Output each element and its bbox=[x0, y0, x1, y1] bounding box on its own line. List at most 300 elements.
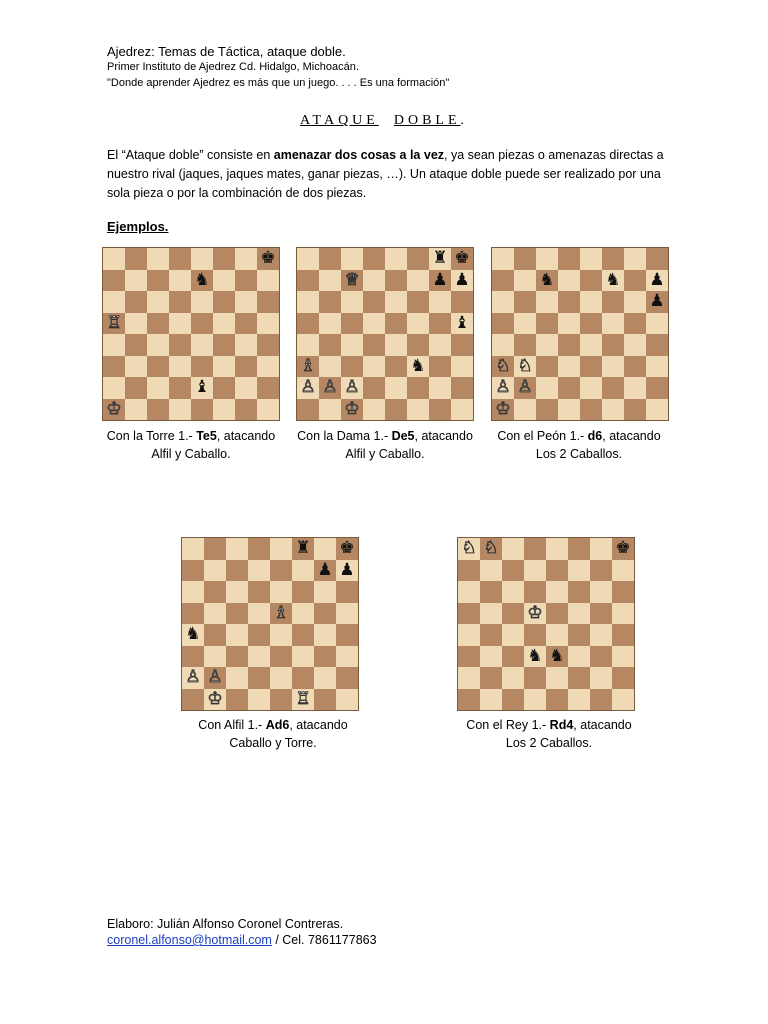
black-knight-icon: ♞ bbox=[527, 645, 543, 666]
chess-board-5 bbox=[457, 537, 635, 711]
white-pawn-icon: ♙ bbox=[207, 667, 223, 688]
black-king-icon: ♚ bbox=[454, 248, 470, 269]
board-square bbox=[536, 270, 558, 292]
board-square bbox=[514, 270, 536, 292]
board-square bbox=[546, 646, 568, 668]
board-square bbox=[536, 399, 558, 421]
board-square bbox=[103, 334, 125, 356]
board-square bbox=[363, 399, 385, 421]
board-square bbox=[363, 291, 385, 313]
board-square bbox=[292, 603, 314, 625]
black-knight-icon: ♞ bbox=[549, 645, 565, 666]
board-square bbox=[580, 313, 602, 335]
board-square bbox=[182, 624, 204, 646]
board-square bbox=[363, 313, 385, 335]
white-knight-icon: ♘ bbox=[495, 355, 511, 376]
board-square bbox=[204, 667, 226, 689]
black-king-icon: ♚ bbox=[260, 248, 276, 269]
board-square bbox=[646, 377, 668, 399]
board-square bbox=[297, 356, 319, 378]
board-square bbox=[297, 377, 319, 399]
board-square bbox=[407, 313, 429, 335]
white-rook-icon: ♖ bbox=[106, 312, 122, 333]
board-square bbox=[580, 334, 602, 356]
board-caption-2 bbox=[275, 427, 495, 463]
black-pawn-icon: ♟ bbox=[432, 269, 448, 290]
board-square bbox=[502, 646, 524, 668]
board-square bbox=[235, 377, 257, 399]
board-square bbox=[407, 377, 429, 399]
board-square bbox=[248, 646, 270, 668]
board-square bbox=[590, 603, 612, 625]
board-square bbox=[169, 399, 191, 421]
board-square bbox=[536, 291, 558, 313]
board-square bbox=[213, 313, 235, 335]
board-square bbox=[182, 603, 204, 625]
chess-board-4 bbox=[181, 537, 359, 711]
board-square bbox=[602, 313, 624, 335]
board-square bbox=[363, 356, 385, 378]
board-square bbox=[480, 667, 502, 689]
board-square bbox=[429, 334, 451, 356]
caption-line-2: Alfil y Caballo. bbox=[345, 447, 425, 461]
board-square bbox=[590, 646, 612, 668]
title-dot: . bbox=[460, 113, 469, 128]
intro-bold: amenazar dos cosas a la vez bbox=[273, 148, 445, 162]
board-square bbox=[147, 270, 169, 292]
board-square bbox=[451, 291, 473, 313]
board-square bbox=[514, 399, 536, 421]
board-square bbox=[524, 560, 546, 582]
intro-paragraph bbox=[107, 146, 667, 203]
board-square bbox=[204, 581, 226, 603]
board-square bbox=[546, 538, 568, 560]
board-square bbox=[297, 291, 319, 313]
board-square bbox=[407, 291, 429, 313]
board-square bbox=[458, 538, 480, 560]
board-square bbox=[429, 248, 451, 270]
board-square bbox=[429, 291, 451, 313]
board-square bbox=[204, 538, 226, 560]
board-square bbox=[235, 291, 257, 313]
board-square bbox=[182, 560, 204, 582]
board-square bbox=[502, 581, 524, 603]
board-square bbox=[147, 334, 169, 356]
board-square bbox=[524, 624, 546, 646]
board-square bbox=[646, 399, 668, 421]
white-pawn-icon: ♙ bbox=[344, 377, 360, 398]
board-square bbox=[319, 377, 341, 399]
board-square bbox=[191, 291, 213, 313]
board-square bbox=[558, 248, 580, 270]
board-square bbox=[612, 624, 634, 646]
board-square bbox=[492, 399, 514, 421]
white-pawn-icon: ♙ bbox=[185, 667, 201, 688]
black-pawn-icon: ♟ bbox=[454, 269, 470, 290]
board-square bbox=[502, 560, 524, 582]
board-square bbox=[492, 248, 514, 270]
board-square bbox=[458, 624, 480, 646]
board-square bbox=[514, 377, 536, 399]
board-square bbox=[257, 248, 279, 270]
board-square bbox=[147, 377, 169, 399]
board-square bbox=[546, 667, 568, 689]
board-square bbox=[297, 313, 319, 335]
board-square bbox=[524, 603, 546, 625]
board-square bbox=[612, 603, 634, 625]
board-square bbox=[502, 624, 524, 646]
board-caption-4 bbox=[163, 716, 383, 752]
board-square bbox=[169, 313, 191, 335]
board-square bbox=[191, 356, 213, 378]
board-square bbox=[257, 291, 279, 313]
caption-line-1 bbox=[469, 427, 689, 445]
board-square bbox=[191, 334, 213, 356]
board-square bbox=[646, 334, 668, 356]
page-title bbox=[0, 113, 768, 129]
board-square bbox=[363, 334, 385, 356]
board-square bbox=[458, 603, 480, 625]
white-king-icon: ♔ bbox=[495, 398, 511, 419]
board-square bbox=[646, 291, 668, 313]
board-square bbox=[407, 270, 429, 292]
board-square bbox=[257, 377, 279, 399]
footer-phone: / Cel. 7861177863 bbox=[271, 933, 377, 947]
board-square bbox=[451, 356, 473, 378]
board-square bbox=[624, 399, 646, 421]
board-square bbox=[270, 646, 292, 668]
footer-author: Elaboro: Julián Alfonso Coronel Contreras. bbox=[107, 917, 344, 931]
board-square bbox=[147, 291, 169, 313]
caption-line-1 bbox=[439, 716, 659, 734]
caption-text: , atacando bbox=[602, 429, 661, 443]
board-square bbox=[624, 248, 646, 270]
board-square bbox=[235, 270, 257, 292]
board-square bbox=[270, 581, 292, 603]
white-king-icon: ♔ bbox=[207, 688, 223, 709]
board-square bbox=[191, 270, 213, 292]
board-square bbox=[314, 603, 336, 625]
board-square bbox=[385, 377, 407, 399]
board-square bbox=[558, 356, 580, 378]
board-square bbox=[169, 356, 191, 378]
board-square bbox=[248, 538, 270, 560]
white-knight-icon: ♘ bbox=[483, 538, 499, 559]
board-square bbox=[226, 560, 248, 582]
board-square bbox=[191, 377, 213, 399]
board-square bbox=[103, 399, 125, 421]
board-square bbox=[646, 270, 668, 292]
board-square bbox=[147, 356, 169, 378]
board-square bbox=[248, 689, 270, 711]
board-square bbox=[514, 291, 536, 313]
white-king-icon: ♔ bbox=[106, 398, 122, 419]
board-square bbox=[103, 356, 125, 378]
black-knight-icon: ♞ bbox=[539, 269, 555, 290]
board-square bbox=[204, 560, 226, 582]
board-square bbox=[602, 270, 624, 292]
board-square bbox=[182, 646, 204, 668]
board-square bbox=[292, 624, 314, 646]
board-square bbox=[492, 334, 514, 356]
caption-move: Te5 bbox=[196, 429, 217, 443]
board-square bbox=[451, 313, 473, 335]
board-square bbox=[514, 248, 536, 270]
board-square bbox=[297, 399, 319, 421]
board-square bbox=[226, 667, 248, 689]
board-square bbox=[213, 399, 235, 421]
black-knight-icon: ♞ bbox=[185, 624, 201, 645]
board-square bbox=[314, 560, 336, 582]
black-pawn-icon: ♟ bbox=[339, 559, 355, 580]
board-square bbox=[125, 334, 147, 356]
board-square bbox=[336, 581, 358, 603]
board-square bbox=[612, 646, 634, 668]
board-square bbox=[590, 581, 612, 603]
board-square bbox=[248, 560, 270, 582]
board-square bbox=[492, 377, 514, 399]
board-square bbox=[451, 334, 473, 356]
board-square bbox=[319, 356, 341, 378]
board-square bbox=[612, 667, 634, 689]
black-king-icon: ♚ bbox=[615, 538, 631, 559]
board-square bbox=[103, 291, 125, 313]
caption-line-1 bbox=[163, 716, 383, 734]
board-square bbox=[169, 334, 191, 356]
board-square bbox=[480, 560, 502, 582]
board-square bbox=[125, 399, 147, 421]
black-pawn-icon: ♟ bbox=[649, 291, 665, 312]
board-square bbox=[213, 248, 235, 270]
board-square bbox=[458, 689, 480, 711]
board-square bbox=[602, 399, 624, 421]
board-square bbox=[125, 377, 147, 399]
board-square bbox=[385, 334, 407, 356]
board-square bbox=[429, 313, 451, 335]
board-square bbox=[314, 581, 336, 603]
board-square bbox=[103, 377, 125, 399]
white-knight-icon: ♘ bbox=[461, 538, 477, 559]
board-square bbox=[580, 377, 602, 399]
board-square bbox=[407, 356, 429, 378]
board-square bbox=[213, 334, 235, 356]
board-square bbox=[480, 689, 502, 711]
black-rook-icon: ♜ bbox=[295, 538, 311, 559]
board-square bbox=[590, 538, 612, 560]
board-square bbox=[480, 603, 502, 625]
board-square bbox=[257, 334, 279, 356]
board-square bbox=[536, 248, 558, 270]
board-square bbox=[341, 313, 363, 335]
title-word-2: DOBLE bbox=[393, 113, 461, 128]
board-square bbox=[580, 270, 602, 292]
board-square bbox=[524, 646, 546, 668]
white-pawn-icon: ♙ bbox=[300, 377, 316, 398]
board-square bbox=[385, 399, 407, 421]
board-square bbox=[407, 334, 429, 356]
board-square bbox=[385, 248, 407, 270]
board-square bbox=[182, 538, 204, 560]
board-square bbox=[612, 689, 634, 711]
board-square bbox=[204, 603, 226, 625]
board-caption-1 bbox=[81, 427, 301, 463]
caption-line-2: Caballo y Torre. bbox=[229, 736, 317, 750]
board-square bbox=[169, 291, 191, 313]
board-square bbox=[292, 560, 314, 582]
board-square bbox=[248, 603, 270, 625]
board-square bbox=[147, 399, 169, 421]
board-square bbox=[292, 538, 314, 560]
board-square bbox=[103, 270, 125, 292]
white-bishop-icon: ♗ bbox=[300, 355, 316, 376]
board-square bbox=[257, 356, 279, 378]
board-square bbox=[213, 356, 235, 378]
board-square bbox=[612, 538, 634, 560]
board-square bbox=[235, 356, 257, 378]
board-square bbox=[297, 334, 319, 356]
board-square bbox=[213, 377, 235, 399]
board-square bbox=[546, 689, 568, 711]
board-square bbox=[125, 313, 147, 335]
board-square bbox=[612, 581, 634, 603]
board-square bbox=[602, 334, 624, 356]
board-square bbox=[103, 313, 125, 335]
board-square bbox=[226, 581, 248, 603]
chess-board-2 bbox=[296, 247, 474, 421]
board-square bbox=[235, 313, 257, 335]
board-square bbox=[182, 689, 204, 711]
board-square bbox=[480, 646, 502, 668]
board-square bbox=[385, 313, 407, 335]
board-square bbox=[514, 334, 536, 356]
board-square bbox=[319, 270, 341, 292]
board-square bbox=[257, 399, 279, 421]
board-square bbox=[514, 313, 536, 335]
board-square bbox=[602, 291, 624, 313]
board-square bbox=[580, 248, 602, 270]
caption-line-2: Los 2 Caballos. bbox=[535, 447, 623, 461]
board-square bbox=[502, 603, 524, 625]
board-square bbox=[568, 560, 590, 582]
board-square bbox=[429, 399, 451, 421]
board-square bbox=[226, 603, 248, 625]
board-square bbox=[336, 624, 358, 646]
board-square bbox=[558, 313, 580, 335]
board-square bbox=[580, 291, 602, 313]
board-square bbox=[480, 581, 502, 603]
board-square bbox=[341, 356, 363, 378]
board-square bbox=[341, 334, 363, 356]
board-square bbox=[257, 270, 279, 292]
board-square bbox=[568, 538, 590, 560]
intro-part-1: El “Ataque doble” consiste en bbox=[107, 148, 274, 162]
board-square bbox=[270, 603, 292, 625]
board-square bbox=[492, 270, 514, 292]
board-square bbox=[319, 313, 341, 335]
white-rook-icon: ♖ bbox=[295, 688, 311, 709]
board-square bbox=[341, 248, 363, 270]
caption-move: Rd4 bbox=[549, 718, 574, 732]
board-square bbox=[568, 667, 590, 689]
board-square bbox=[319, 291, 341, 313]
board-square bbox=[341, 399, 363, 421]
board-square bbox=[341, 270, 363, 292]
board-square bbox=[235, 248, 257, 270]
board-square bbox=[169, 270, 191, 292]
board-square bbox=[590, 560, 612, 582]
white-king-icon: ♔ bbox=[527, 602, 543, 623]
board-square bbox=[385, 270, 407, 292]
email-link[interactable]: coronel.alfonso@hotmail.com bbox=[107, 933, 272, 947]
board-square bbox=[458, 560, 480, 582]
board-square bbox=[319, 399, 341, 421]
board-square bbox=[169, 248, 191, 270]
board-square bbox=[297, 248, 319, 270]
board-square bbox=[624, 291, 646, 313]
board-square bbox=[568, 689, 590, 711]
board-square bbox=[602, 377, 624, 399]
board-square bbox=[297, 270, 319, 292]
board-square bbox=[590, 624, 612, 646]
board-square bbox=[624, 356, 646, 378]
board-square bbox=[492, 313, 514, 335]
black-knight-icon: ♞ bbox=[194, 269, 210, 290]
black-bishop-icon: ♝ bbox=[194, 377, 210, 398]
chess-board-3 bbox=[491, 247, 669, 421]
board-square bbox=[502, 689, 524, 711]
board-square bbox=[363, 248, 385, 270]
board-square bbox=[502, 538, 524, 560]
black-rook-icon: ♜ bbox=[432, 248, 448, 269]
board-square bbox=[590, 689, 612, 711]
board-square bbox=[451, 377, 473, 399]
board-square bbox=[458, 581, 480, 603]
board-square bbox=[558, 377, 580, 399]
board-square bbox=[492, 291, 514, 313]
board-square bbox=[319, 334, 341, 356]
board-square bbox=[407, 399, 429, 421]
board-square bbox=[568, 603, 590, 625]
board-square bbox=[385, 291, 407, 313]
board-square bbox=[248, 624, 270, 646]
board-square bbox=[235, 334, 257, 356]
board-square bbox=[125, 270, 147, 292]
board-square bbox=[624, 270, 646, 292]
board-square bbox=[546, 624, 568, 646]
board-square bbox=[429, 356, 451, 378]
board-square bbox=[602, 248, 624, 270]
board-square bbox=[125, 291, 147, 313]
board-caption-3 bbox=[469, 427, 689, 463]
caption-text: , atacando bbox=[289, 718, 348, 732]
board-square bbox=[213, 291, 235, 313]
board-square bbox=[646, 313, 668, 335]
board-square bbox=[314, 646, 336, 668]
board-square bbox=[336, 667, 358, 689]
chess-board-1 bbox=[102, 247, 280, 421]
caption-line-1 bbox=[81, 427, 301, 445]
board-square bbox=[125, 248, 147, 270]
board-square bbox=[492, 356, 514, 378]
board-square bbox=[191, 248, 213, 270]
board-square bbox=[341, 377, 363, 399]
caption-text: Con el Peón 1.- bbox=[497, 429, 588, 443]
board-square bbox=[546, 581, 568, 603]
board-square bbox=[169, 377, 191, 399]
board-square bbox=[536, 313, 558, 335]
header-topic: Temas de Táctica, ataque doble. bbox=[158, 44, 346, 59]
board-square bbox=[451, 270, 473, 292]
